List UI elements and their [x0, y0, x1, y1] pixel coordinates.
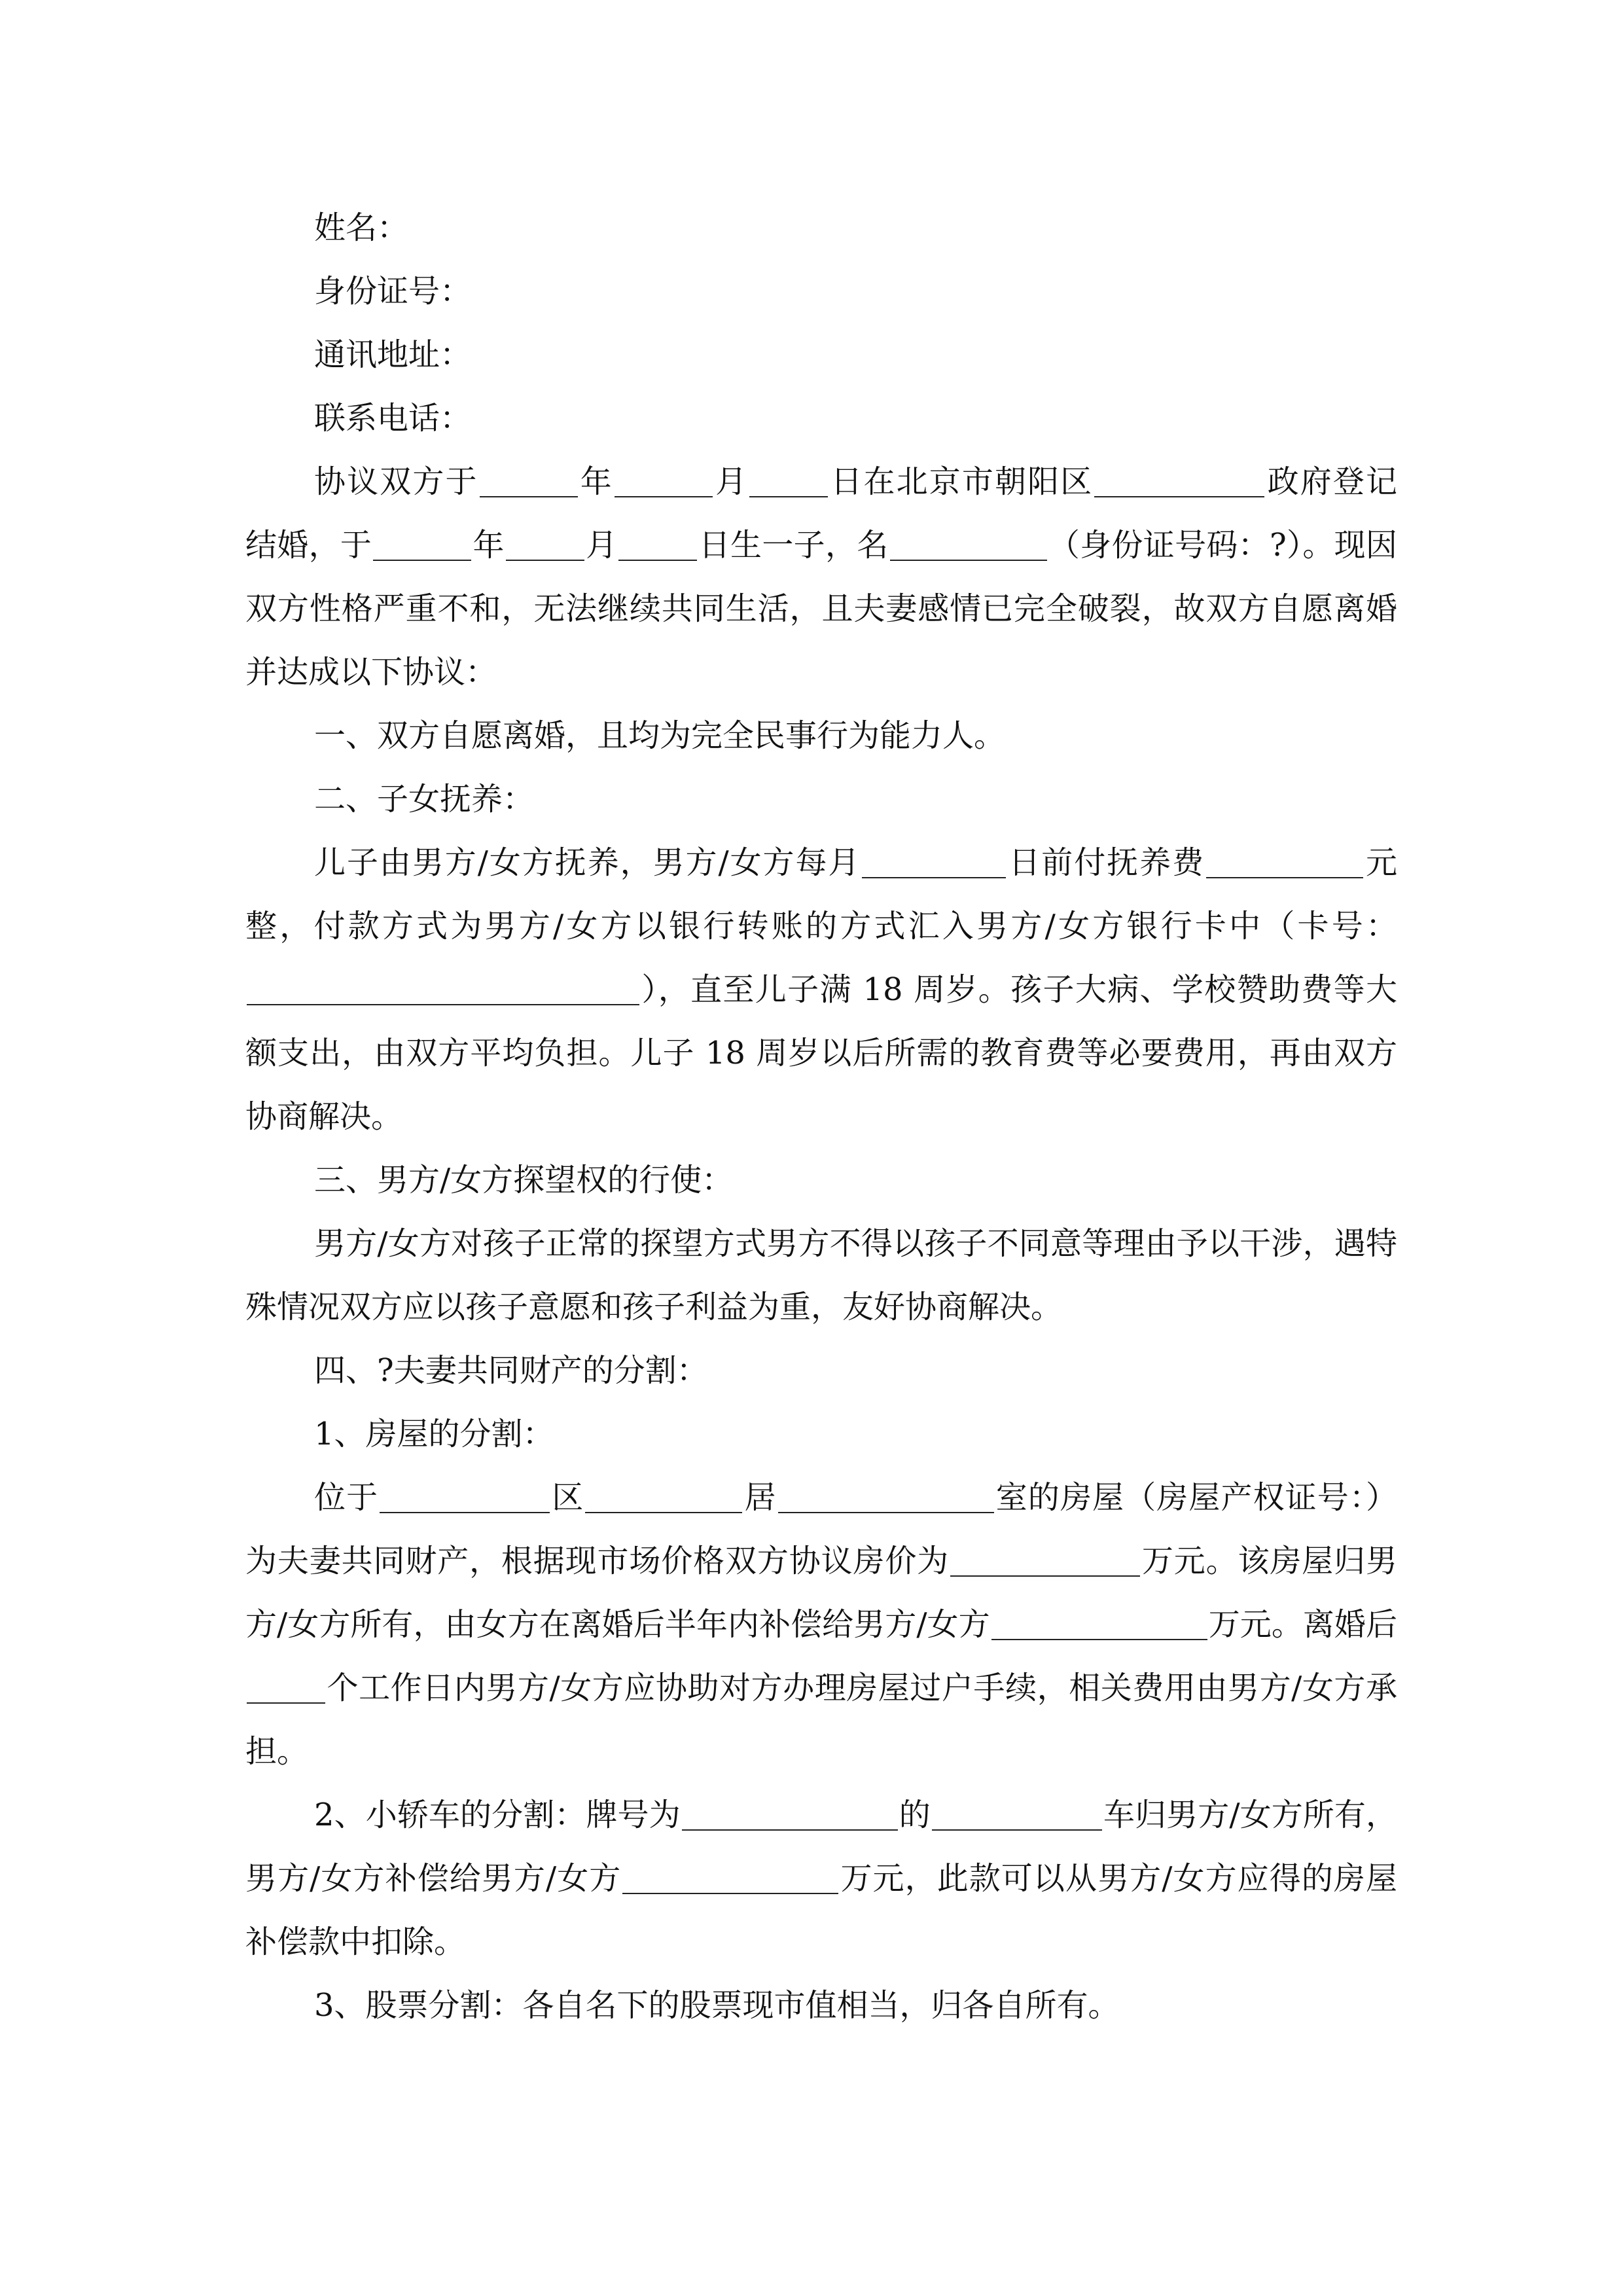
text-run: 月 — [713, 463, 749, 500]
name-field-label: 姓名： — [314, 209, 409, 246]
blank-line — [622, 1864, 838, 1894]
text-run: 儿子由男方/女方抚养，男方/女方每月 — [314, 844, 861, 881]
section-2-heading: 二、子女抚养： — [314, 781, 535, 817]
section-3-body: 男方/女方对孩子正常的探望方式男方不得以孩子不同意等理由予以干涉，遇特殊情况双方应以孩子意愿和孩子利益为重，友好协商解决。 — [245, 1225, 1397, 1325]
text-run: 室的房屋（房屋产权证号：）为夫妻共同财产，根据现市场价格双方协议房价为 — [245, 1479, 1397, 1579]
text-run: 年 — [473, 527, 505, 564]
blank-line — [373, 531, 471, 561]
blank-line — [615, 467, 713, 497]
house-body — [245, 1466, 1397, 1784]
blank-line — [682, 1801, 898, 1831]
blank-line — [618, 531, 697, 561]
blank-line — [480, 467, 578, 497]
stock-section: 3、股票分割：各自名下的股票现市值相当，归各自所有。 — [314, 1987, 1120, 2024]
text-run: 元整，付款方式为男方/女方以银行转账的方式汇入男方/女方银行卡中（卡号： — [245, 844, 1397, 944]
id-field-label: 身份证号： — [314, 273, 472, 310]
blank-line — [1206, 848, 1363, 878]
blank-line — [862, 848, 1006, 878]
text-run: 年 — [579, 463, 613, 500]
phone-field-label: 联系电话： — [314, 400, 472, 437]
text-run: 月 — [585, 527, 618, 564]
blank-line — [778, 1483, 994, 1513]
section-2-body — [245, 831, 1397, 1149]
blank-line — [991, 1610, 1207, 1640]
blank-line — [1094, 467, 1264, 497]
text-run: ），直至儿子满 18 周岁。孩子大病、学校赞助费等大额支出，由双方平均负担。儿子 18 周岁以后所需的教育费等必要费用，再由双方协商解决。 — [245, 971, 1397, 1135]
section-4-heading: 四、?夫妻共同财产的分割： — [314, 1352, 708, 1389]
intro-paragraph — [245, 450, 1397, 704]
car-body — [245, 1784, 1397, 1974]
blank-line — [380, 1483, 550, 1513]
text-run: 居 — [743, 1479, 777, 1516]
text-run: 日在北京市朝阳区 — [829, 463, 1094, 500]
document-body — [245, 196, 1397, 2037]
blank-line — [585, 1483, 742, 1513]
text-run: 位于 — [314, 1479, 379, 1516]
section-1: 一、双方自愿离婚，且均为完全民事行为能力人。 — [314, 717, 1006, 754]
blank-line — [950, 1547, 1140, 1577]
blank-line — [247, 1674, 325, 1704]
text-run: 协议双方于 — [314, 463, 478, 500]
blank-line — [749, 467, 828, 497]
text-run: 万元。离婚后 — [1208, 1606, 1397, 1643]
text-run: 日前付抚养费 — [1007, 844, 1205, 881]
text-run: 车归男方/女方所有，男方/女方补偿给男方/女方 — [245, 1797, 1397, 1897]
text-run: 政府登记结婚，于 — [245, 463, 1397, 564]
blank-line — [247, 975, 639, 1005]
text-run: （身份证号码：?）。现因双方性格严重不和，无法继续共同生活，且夫妻感情已完全破裂，故双方自愿离婚并达成以下协议： — [245, 527, 1397, 691]
blank-line — [890, 531, 1047, 561]
text-run: 万元。该房屋归男方/女方所有，由女方在离婚后半年内补偿给男方/女方 — [245, 1543, 1397, 1643]
text-run: 2、小轿车的分割：牌号为 — [314, 1797, 681, 1833]
blank-line — [506, 531, 584, 561]
text-run: 万元，此款可以从男方/女方应得的房屋补偿款中扣除。 — [245, 1860, 1397, 1960]
blank-line — [932, 1801, 1102, 1831]
section-3-heading: 三、男方/女方探望权的行使： — [314, 1162, 734, 1198]
text-run: 日生一子，名 — [698, 527, 889, 564]
house-heading: 1、房屋的分割： — [314, 1416, 554, 1452]
text-run: 区 — [551, 1479, 584, 1516]
address-field-label: 通讯地址： — [314, 336, 472, 373]
text-run: 的 — [899, 1797, 931, 1833]
text-run: 个工作日内男方/女方应协助对方办理房屋过户手续，相关费用由男方/女方承担。 — [245, 1670, 1397, 1770]
